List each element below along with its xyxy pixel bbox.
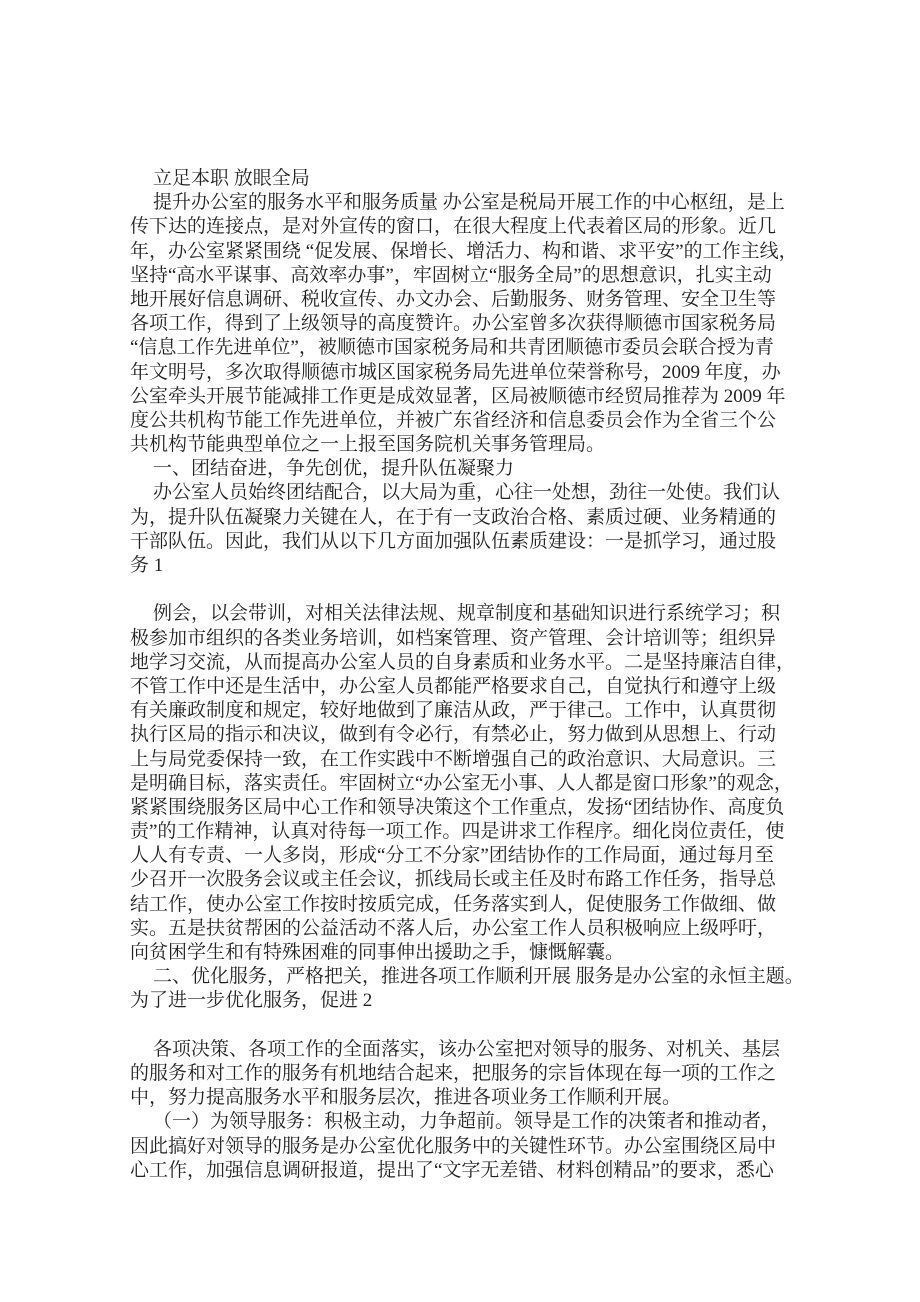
- text-line: 共机构节能典型单位之一上报至国务院机关事务管理局。: [130, 434, 606, 456]
- text-line: 坚持“高水平谋事、高效率办事”，牢固树立“服务全局”的思想意识，扎实主动: [130, 264, 772, 286]
- text-line: 公室牵头开展节能减排工作更是成效显著，区局被顺德市经贸局推荐为 2009 年: [130, 385, 786, 407]
- text-line: 年文明号，多次取得顺德市城区国家税务局先进单位荣誉称号，2009 年度，办: [130, 361, 781, 383]
- document-title-line: 立足本职 放眼全局: [153, 168, 310, 189]
- text-line: 执行区局的指示和决议，做到有令必行，有禁必止，努力做到从思想上、行动: [130, 724, 777, 746]
- text-line: 办公室人员始终团结配合，以大局为重，心往一处想，劲往一处使。我们认: [153, 482, 781, 504]
- blank-line: [130, 1014, 798, 1038]
- text-line: 地学习交流，从而提高办公室人员的自身素质和业务水平。二是坚持廉洁自律，: [130, 651, 796, 673]
- text-line: 责”的工作精神，认真对待每一项工作。四是讲求工作程序。细化岗位责任，使: [130, 821, 785, 843]
- text-line: 为，提升队伍凝聚力关键在人，在于有一支政治合格、素质过硬、业务精通的: [130, 506, 777, 528]
- text-line: 是明确目标，落实责任。牢固树立“办公室无小事、人人都是窗口形象”的观念，: [130, 772, 793, 794]
- document-body: [130, 167, 804, 1183]
- text-line: 各项工作，得到了上级领导的高度赞许。办公室曾多次获得顺德市国家税务局: [130, 313, 777, 335]
- text-line: （一）为领导服务：积极主动，力争超前。领导是工作的决策者和推动者，: [153, 1111, 781, 1133]
- text-line: 中，努力提高服务水平和服务层次，推进各项业务工作顺利开展。: [130, 1087, 682, 1109]
- text-line: 少召开一次股务会议或主任会议，抓线局长或主任及时布路工作任务，指导总: [130, 869, 777, 891]
- text-line: 实。五是扶贫帮困的公益活动不落人后，办公室工作人员积极响应上级呼吁，: [130, 917, 777, 939]
- text-line: 传下达的连接点，是对外宣传的窗口，在很大程度上代表着区局的形象。近几: [130, 216, 777, 238]
- text-line: 极参加市组织的各类业务培训，如档案管理、资产管理、会计培训等；组织异: [130, 627, 777, 649]
- page-number-line: 务 1: [130, 555, 164, 576]
- text-line: 干部队伍。因此，我们从以下几方面加强队伍素质建设：一是抓学习，通过股: [130, 530, 777, 552]
- text-line: 不管工作中还是生活中，办公室人员都能严格要求自己，自觉执行和遵守上级: [130, 675, 777, 697]
- text-line: 人人有专责、一人多岗，形成“分工不分家”团结协作的工作局面，通过每月至: [130, 845, 774, 867]
- text-line: 例会，以会带训，对相关法律法规、规章制度和基础知识进行系统学习；积: [153, 603, 781, 625]
- text-line: 结工作，使办公室工作按时按质完成，任务落实到人，促使服务工作做细、做: [130, 893, 777, 915]
- text-line: 的服务和对工作的服务有机地结合起来，把服务的宗旨体现在每一项的工作之: [130, 1062, 777, 1084]
- text-line: 向贫困学生和有特殊困难的同事伸出援助之手，慷慨解囊。: [130, 942, 625, 963]
- text-line: 心工作，加强信息调研报道，提出了“文字无差错、材料创精品”的要求，悉心: [130, 1159, 774, 1181]
- text-line: 因此搞好对领导的服务是办公室优化服务中的关键性环节。办公室围绕区局中: [130, 1135, 777, 1157]
- text-line: 提升办公室的服务水平和服务质量 办公室是税局开展工作的中心枢纽，是上: [153, 192, 785, 214]
- text-line: 地开展好信息调研、税收宣传、办文办会、后勤服务、财务管理、安全卫生等: [130, 288, 777, 310]
- text-line: 上与局党委保持一致，在工作实践中不断增强自己的政治意识、大局意识。三: [130, 748, 777, 770]
- text-line: 有关廉政制度和规定，较好地做到了廉洁从政，严于律己。工作中，认真贯彻: [130, 700, 777, 722]
- text-line: 各项决策、各项工作的全面落实，该办公室把对领导的服务、对机关、基层: [153, 1038, 781, 1060]
- text-line: “信息工作先进单位”，被顺德市国家税务局和共青团顺德市委员会联合授为青: [130, 337, 774, 359]
- section-heading-line: 一、团结奋进，争先创优，提升队伍凝聚力: [153, 458, 515, 480]
- text-line: 紧紧围绕服务区局中心工作和领导决策这个工作重点，发扬“团结协作、高度负: [130, 796, 785, 818]
- blank-line: [130, 578, 798, 602]
- text-line: 年，办公室紧紧围绕 “促发展、保增长、增活力、构和谐、求平安”的工作主线，: [130, 240, 798, 262]
- page-number-line: 为了进一步优化服务，促进 2: [130, 990, 373, 1012]
- text-line: 度公共机构节能工作先进单位，并被广东省经济和信息委员会作为全省三个公: [130, 409, 777, 431]
- section-heading-line: 二、优化服务，严格把关，推进各项工作顺利开展 服务是办公室的永恒主题。: [153, 966, 804, 988]
